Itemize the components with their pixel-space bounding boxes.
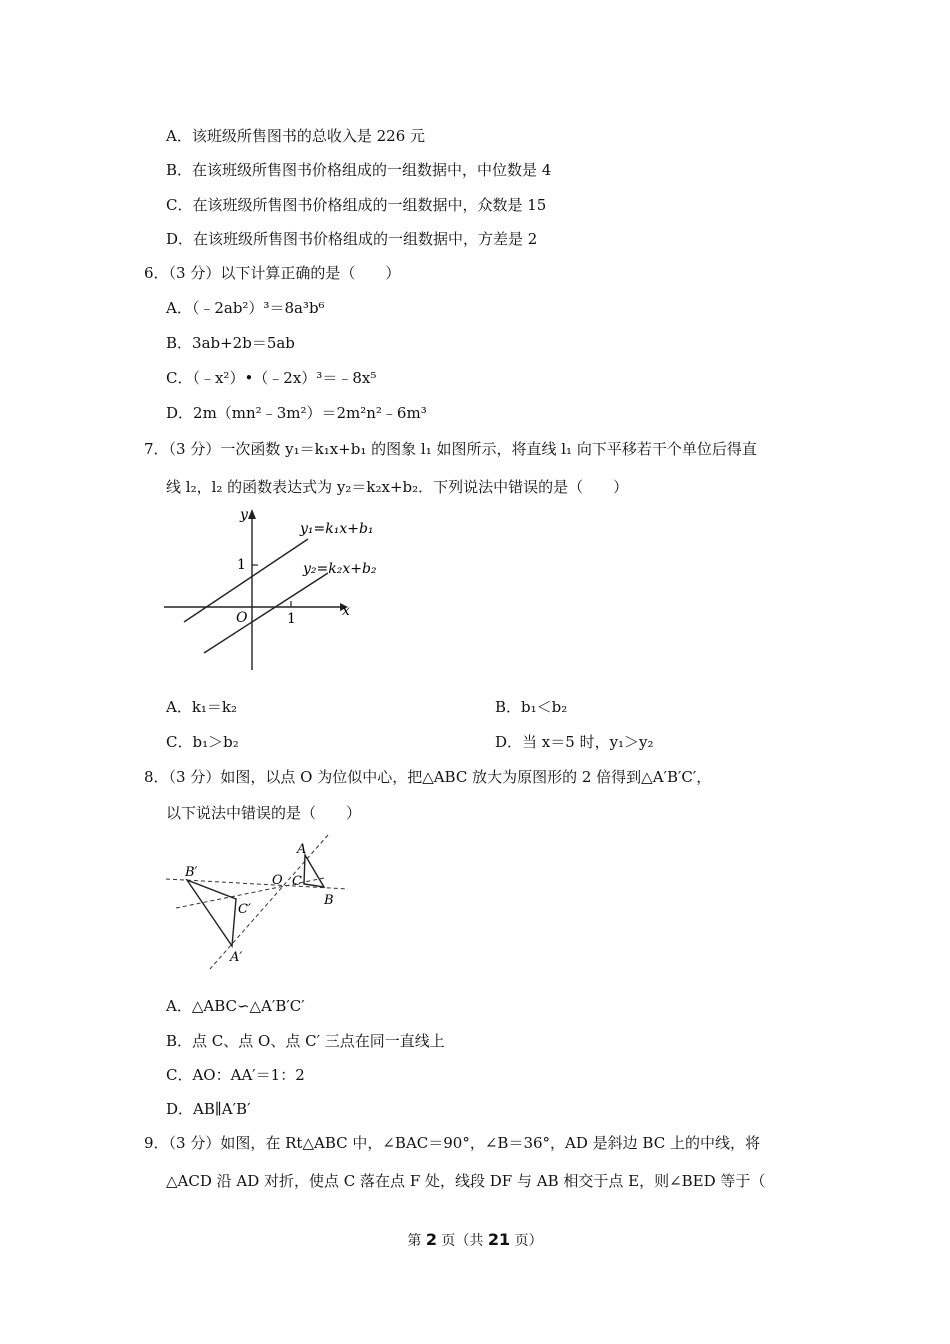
q8-option-c: C．AO：AA′＝1：2 [166,1066,305,1084]
footer-middle: 页（共 [436,1233,488,1249]
line-l1-label: y₁=k₁x+b₁ [300,521,374,537]
label-o: O [272,873,283,888]
footer-total-pages: 21 [487,1230,511,1249]
q8-option-a: A．△ABC∽△A′B′C′ [166,997,305,1015]
y-tick-label: 1 [237,557,246,573]
y-axis-arrow [248,509,256,519]
q7-stem-line2: 线 l₂，l₂ 的函数表达式为 y₂＝k₂x+b₂．下列说法中错误的是（ ） [166,478,629,496]
q5-option-c: C．在该班级所售图书价格组成的一组数据中，众数是 15 [166,196,547,214]
footer-page-number: 2 [425,1230,437,1249]
origin-label: O [236,610,248,626]
label-b1: B′ [185,865,198,880]
q5-option-a: A．该班级所售图书的总收入是 226 元 [166,127,426,145]
footer-suffix: 页） [510,1233,543,1249]
dashed-line-aa1 [210,835,328,969]
footer-prefix: 第 [407,1233,426,1249]
x-axis-label: x [342,603,350,619]
q6-option-b: B．3ab+2b＝5ab [166,334,295,352]
q7-option-a: A．k₁＝k₂ [166,698,238,716]
q8-option-d: D．AB∥A′B′ [166,1100,251,1118]
q7-option-b: B．b₁＜b₂ [495,698,568,716]
q9-stem-line2: △ACD 沿 AD 对折，使点 C 落在点 F 处，线段 DF 与 AB 相交于点 E，则∠BED 等于（ [166,1172,766,1190]
label-a1: A′ [230,950,243,965]
q7-graph-figure [160,505,400,675]
page-footer [0,1230,950,1250]
q5-option-b: B．在该班级所售图书价格组成的一组数据中，中位数是 4 [166,161,552,179]
q7-stem-line1: 7．（3 分）一次函数 y₁＝k₁x+b₁ 的图象 l₁ 如图所示，将直线 l₁ 向下平移若干个单位后得直 [144,440,757,458]
label-c: C [292,874,302,889]
q9-stem-line1: 9．（3 分）如图，在 Rt△ABC 中，∠BAC＝90°，∠B＝36°，AD 是斜边 BC 上的中线，将 [144,1134,760,1152]
line-l2-label: y₂=k₂x+b₂ [303,561,377,577]
q6-option-d: D．2m（mn²﹣3m²）＝2m²n²﹣6m³ [166,404,427,422]
q6-option-c: C．（﹣x²）•（﹣2x）³＝﹣8x⁵ [166,369,377,387]
q8-similarity-figure [160,833,360,973]
triangle-abc [304,855,324,887]
label-c1: C′ [238,902,251,917]
q8-stem-line1: 8．（3 分）如图，以点 O 为位似中心，把△ABC 放大为原图形的 2 倍得到△A′B′C′， [144,768,712,786]
q8-stem-line2: 以下说法中错误的是（ ） [166,804,362,822]
label-a: A [297,842,307,857]
triangle-a1b1c1 [187,880,236,946]
q8-option-b: B．点 C、点 O、点 C′ 三点在同一直线上 [166,1032,445,1050]
x-tick-label: 1 [287,611,296,627]
label-b: B [324,893,334,908]
q6-stem: 6．（3 分）以下计算正确的是（ ） [144,264,401,282]
line-l2 [204,573,328,653]
q5-option-d: D．在该班级所售图书价格组成的一组数据中，方差是 2 [166,230,538,248]
q7-option-c: C．b₁＞b₂ [166,733,239,751]
y-axis-label: y [240,507,248,523]
q7-option-d: D．当 x＝5 时，y₁＞y₂ [495,733,654,751]
q6-option-a: A．（﹣2ab²）³＝8a³b⁶ [166,299,325,317]
